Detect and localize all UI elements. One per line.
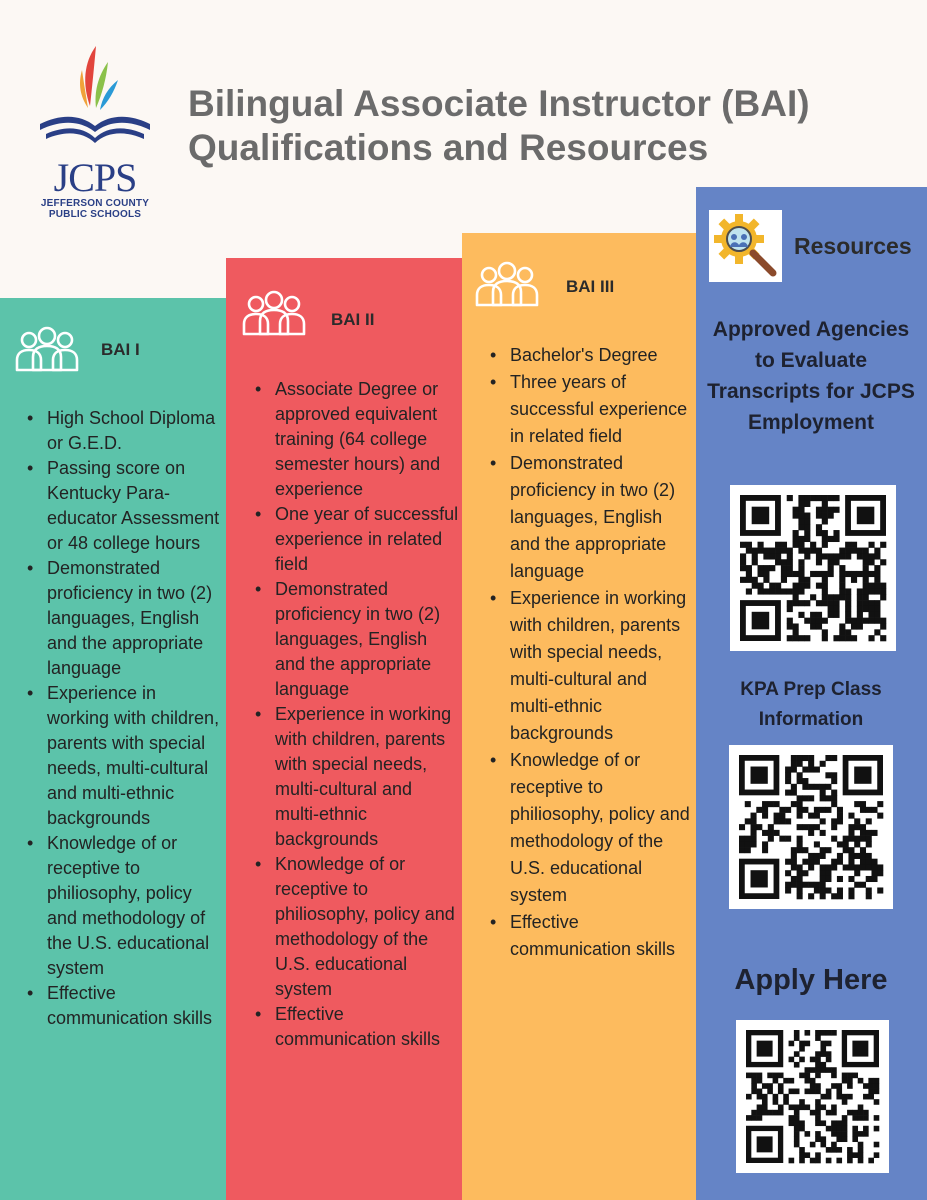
logo-subtitle: [36, 198, 154, 220]
list-item: • Knowledge of or receptive to philiosophy, policy and methodology of the U.S. educational system: [249, 852, 459, 1002]
book-flame-icon: [36, 40, 154, 158]
kpa-qr-code[interactable]: [729, 745, 893, 909]
apply-qr-code[interactable]: [736, 1020, 889, 1173]
list-item: • Experience in working with children, parents with special needs, multi-cultural and multi-ethnic backgrounds: [249, 702, 459, 852]
resources-heading: Resources: [794, 233, 912, 259]
list-item: • Bachelor's Degree: [484, 342, 692, 369]
bai-1-list: [21, 406, 221, 1031]
list-item: • Experience in working with children, parents with special needs, multi-cultural and multi-ethnic backgrounds: [484, 585, 692, 747]
people-group-icon: [241, 288, 307, 338]
list-item: • Demonstrated proficiency in two (2) languages, English and the appropriate language: [484, 450, 692, 585]
logo-subtitle-line-1: JEFFERSON COUNTY: [40, 198, 150, 209]
bai-2-heading: BAI II: [331, 310, 375, 329]
list-item: • Demonstrated proficiency in two (2) languages, English and the appropriate language: [249, 577, 459, 702]
list-item: • Effective communication skills: [249, 1002, 459, 1052]
kpa-label: KPA Prep Class Information: [740, 679, 882, 730]
page-title: [188, 82, 908, 170]
list-item: • Effective communication skills: [21, 981, 221, 1031]
list-item: • Three years of successful experience in related field: [484, 369, 692, 450]
list-item: • Knowledge of or receptive to philiosophy, policy and methodology of the U.S. educational system: [484, 747, 692, 909]
page-title-line-1: Bilingual Associate Instructor (BAI): [188, 83, 810, 124]
agencies-qr-code[interactable]: [730, 485, 896, 651]
people-group-icon: [14, 324, 80, 374]
jcps-logo: [36, 40, 154, 220]
list-item: • Passing score on Kentucky Para-educator Assessment or 48 college hours: [21, 456, 221, 556]
list-item: • One year of successful experience in related field: [249, 502, 459, 577]
list-item: • Demonstrated proficiency in two (2) languages, English and the appropriate language: [21, 556, 221, 681]
bai-1-heading: BAI I: [101, 340, 140, 359]
list-item: • High School Diploma or G.E.D.: [21, 406, 221, 456]
qr-code-icon[interactable]: [729, 745, 893, 909]
list-item: • Associate Degree or approved equivalent training (64 college semester hours) and experience: [249, 377, 459, 502]
logo-subtitle-line-2: PUBLIC SCHOOLS: [48, 209, 142, 220]
agencies-label: Approved Agencies to Evaluate Transcripts for JCPS Employment: [707, 318, 915, 434]
apply-here-label: Apply Here: [734, 964, 888, 996]
gear-magnifier-icon: [709, 210, 782, 282]
bai-3-heading: BAI III: [566, 277, 615, 296]
list-item: • Experience in working with children, parents with special needs, multi-cultural and multi-ethnic backgrounds: [21, 681, 221, 831]
list-item: • Effective communication skills: [484, 909, 692, 963]
bai-3-list: [484, 342, 692, 963]
bai-2-list: [249, 377, 459, 1052]
page-title-line-2: Qualifications and Resources: [188, 127, 709, 168]
qr-code-icon[interactable]: [730, 485, 896, 651]
logo-wordmark: JCPS: [53, 155, 137, 200]
people-group-icon: [474, 259, 540, 309]
qr-code-icon[interactable]: [736, 1020, 889, 1173]
list-item: • Knowledge of or receptive to philiosophy, policy and methodology of the U.S. educational system: [21, 831, 221, 981]
